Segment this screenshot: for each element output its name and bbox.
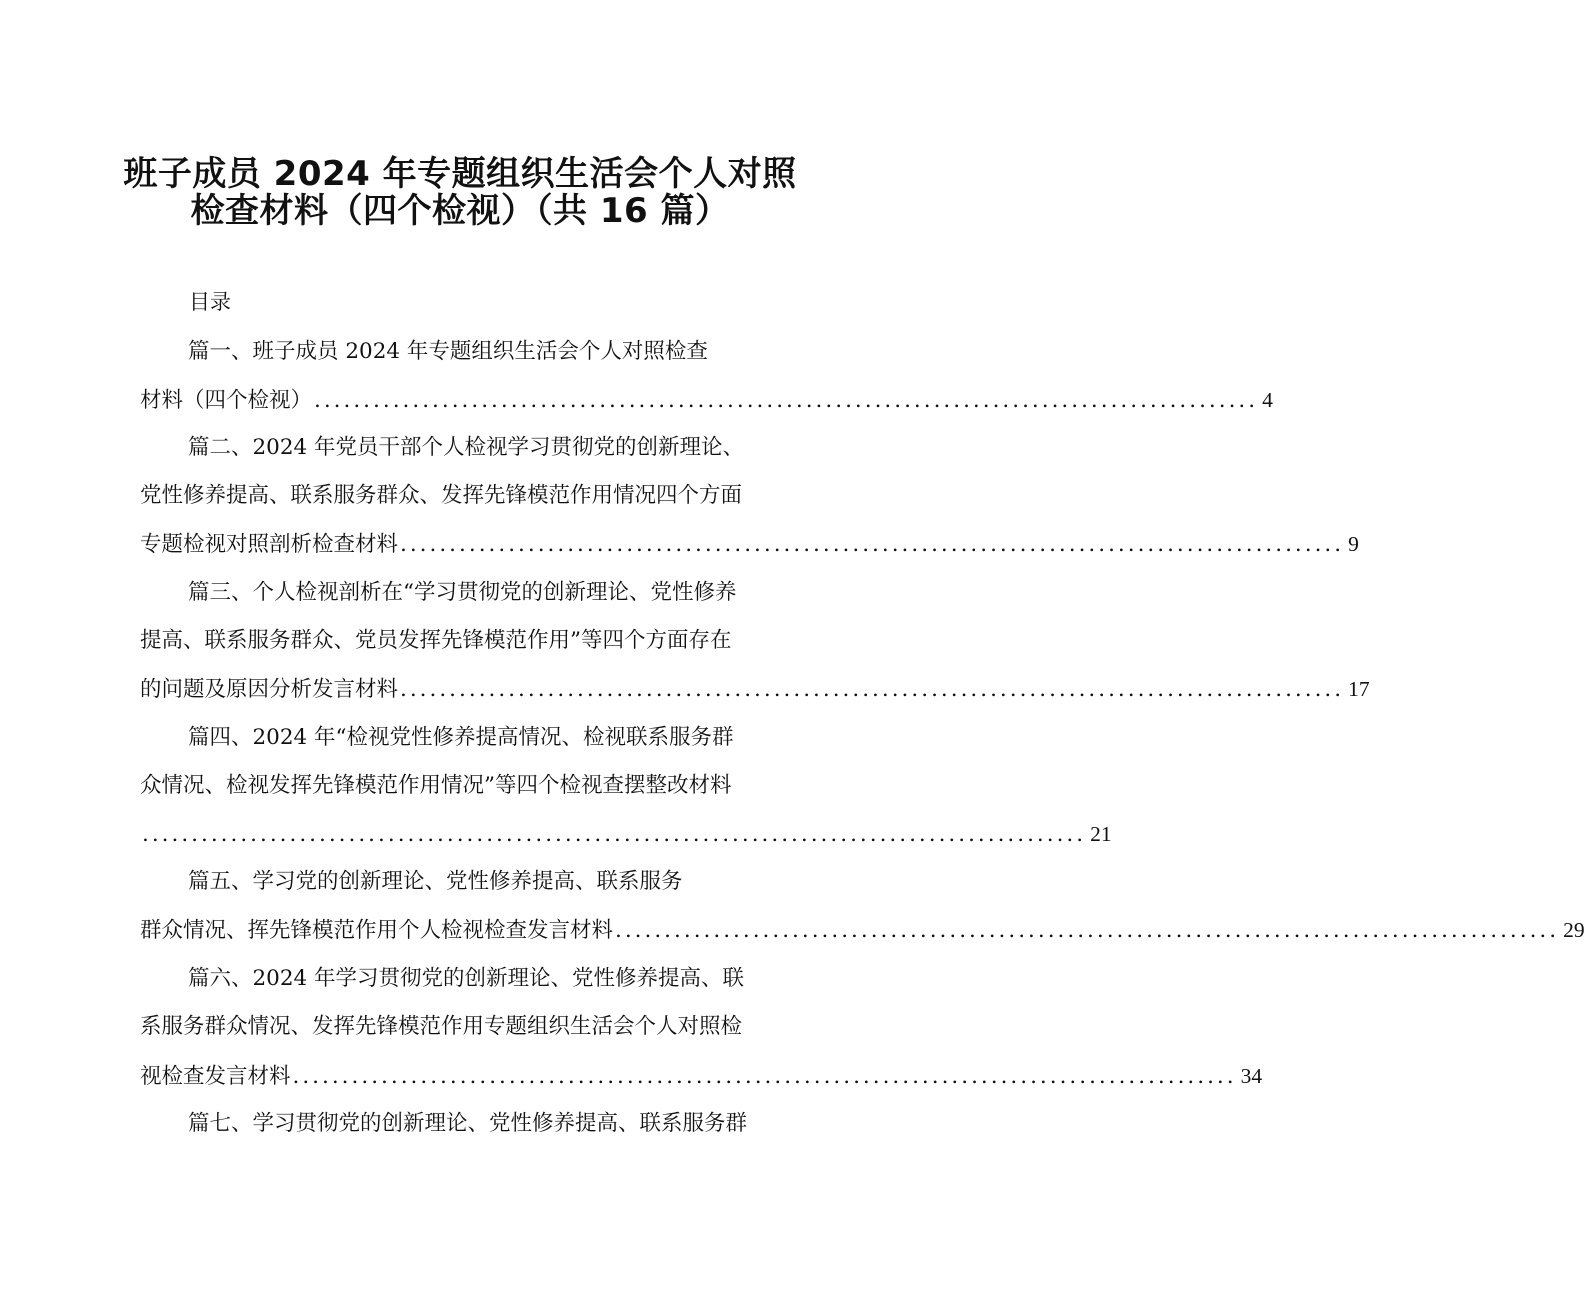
toc-entry-6-page: 34 <box>1240 1064 1263 1088</box>
toc-leader-dots: ................................................................................................ <box>142 822 1087 847</box>
toc-leader-dots: ................................................................................................ <box>400 677 1345 702</box>
toc-entry-1-last-line[interactable] <box>140 385 1273 415</box>
document-title-line-2: 检查材料（四个检视）（共 16 篇） <box>190 191 730 231</box>
toc-entry-4-last-line[interactable] <box>140 819 1112 849</box>
toc-entry-4-line-2: 众情况、检视发挥先锋模范作用情况”等四个检视查摆整改材料 <box>140 773 732 798</box>
toc-entry-2-text: 专题检视对照剖析检查材料 <box>140 532 399 557</box>
toc-entry-1-line-1: 篇一、班子成员 2024 年专题组织生活会个人对照检查 <box>188 339 708 364</box>
toc-leader-dots: ................................................................................................ <box>314 388 1259 413</box>
toc-entry-5-text: 群众情况、挥先锋模范作用个人检视检查发言材料 <box>140 918 614 943</box>
toc-entry-3-text: 的问题及原因分析发言材料 <box>140 677 399 702</box>
toc-entry-3-line-2: 提高、联系服务群众、党员发挥先锋模范作用”等四个方面存在 <box>140 628 732 653</box>
toc-entry-2-line-1: 篇二、2024 年党员干部个人检视学习贯彻党的创新理论、 <box>188 435 745 460</box>
toc-entry-2-page: 9 <box>1348 532 1359 556</box>
toc-entry-5-last-line[interactable] <box>140 915 1585 945</box>
toc-entry-3-line-1: 篇三、个人检视剖析在“学习贯彻党的创新理论、党性修养 <box>188 580 737 605</box>
toc-heading: 目录 <box>189 290 231 314</box>
toc-entry-5-page: 29 <box>1563 918 1585 942</box>
toc-leader-dots: ................................................................................................ <box>615 918 1560 943</box>
toc-entry-3-last-line[interactable] <box>140 674 1370 704</box>
toc-entry-7-line-1: 篇七、学习贯彻党的创新理论、党性修养提高、联系服务群 <box>188 1111 748 1136</box>
toc-entry-1-text: 材料（四个检视） <box>140 388 313 413</box>
toc-entry-6-last-line[interactable] <box>140 1061 1263 1091</box>
toc-entry-6-line-1: 篇六、2024 年学习贯彻党的创新理论、党性修养提高、联 <box>188 966 745 991</box>
toc-entry-5-line-1: 篇五、学习党的创新理论、党性修养提高、联系服务 <box>188 869 683 894</box>
toc-entry-2-line-2: 党性修养提高、联系服务群众、发挥先锋模范作用情况四个方面 <box>140 483 743 508</box>
toc-entry-1-page: 4 <box>1262 388 1273 412</box>
toc-entry-6-text: 视检查发言材料 <box>140 1064 291 1089</box>
toc-entry-4-line-1: 篇四、2024 年“检视党性修养提高情况、检视联系服务群 <box>188 725 734 750</box>
toc-entry-2-last-line[interactable] <box>140 529 1359 559</box>
toc-entry-4-page: 21 <box>1090 822 1112 846</box>
toc-leader-dots: ................................................................................................ <box>292 1064 1237 1089</box>
toc-entry-3-page: 17 <box>1348 677 1370 701</box>
toc-leader-dots: ................................................................................................ <box>400 532 1345 557</box>
document-title-line-1: 班子成员 2024 年专题组织生活会个人对照 <box>123 154 797 194</box>
toc-entry-6-line-2: 系服务群众情况、发挥先锋模范作用专题组织生活会个人对照检 <box>140 1014 743 1039</box>
